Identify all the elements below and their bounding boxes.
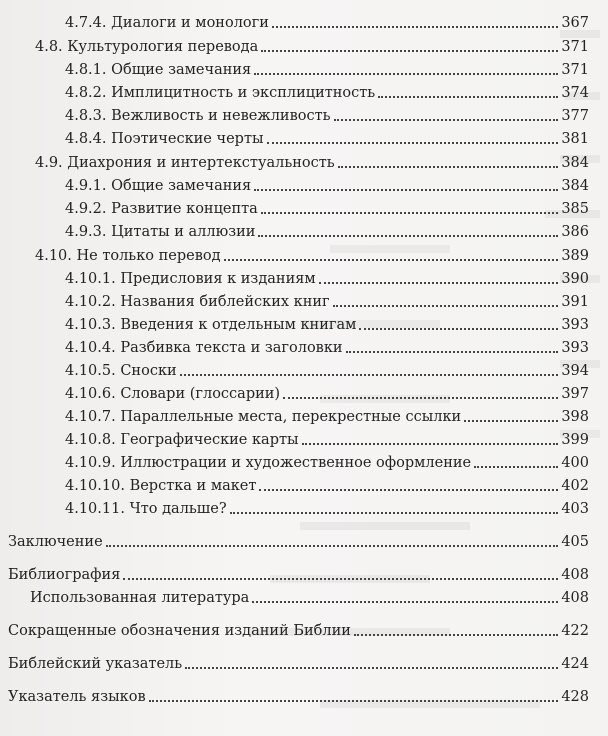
toc-entry[interactable] — [65, 427, 589, 449]
toc-entry-page: 428 — [561, 689, 589, 705]
toc-entry[interactable] — [65, 103, 589, 125]
toc-entry-title: 4.10.7. Параллельные места, перекрестные ссылки — [65, 409, 462, 425]
toc-entry[interactable] — [65, 473, 589, 495]
toc-entry-title: 4.10.1. Предисловия к изданиям — [65, 271, 316, 287]
toc-entry-title: 4.7.4. Диалоги и монологи — [65, 15, 269, 31]
toc-entry-page: 371 — [561, 39, 589, 55]
toc-entry[interactable] — [65, 358, 589, 380]
toc-entry-page: 408 — [561, 590, 589, 606]
toc-entry-title: 4.9. Диахрония и интертекстуальность — [35, 155, 335, 171]
toc-entry-title: Указатель языков — [8, 689, 146, 705]
dot-leader — [338, 165, 559, 168]
dot-leader — [230, 511, 559, 514]
toc-entry[interactable] — [35, 150, 589, 172]
toc-entry[interactable] — [65, 335, 589, 357]
toc-entry-page: 381 — [561, 131, 589, 147]
toc-entry-title: 4.10.2. Названия библейских книг — [65, 294, 330, 310]
toc-entry[interactable] — [65, 496, 589, 518]
toc-entry-page: 386 — [561, 224, 589, 240]
dot-leader — [283, 396, 558, 399]
toc-entry-page: 405 — [561, 534, 589, 550]
toc-entry-page: 377 — [561, 108, 589, 124]
toc-entry-title: 4.10.11. Что дальше? — [65, 501, 227, 517]
dot-leader — [252, 600, 558, 603]
toc-entry-title: 4.9.2. Развитие концепта — [65, 201, 258, 217]
toc-entry[interactable] — [65, 10, 589, 32]
dot-leader — [258, 234, 558, 237]
dot-leader — [224, 258, 559, 261]
toc-entry-title: Сокращенные обозначения изданий Библии — [8, 623, 351, 639]
toc-entry-page: 374 — [561, 85, 589, 101]
toc-entry-title: 4.8.2. Имплицитность и эксплицитность — [65, 85, 376, 101]
toc-entry-page: 390 — [561, 271, 589, 287]
toc-entry-title: 4.8.3. Вежливость и невежливость — [65, 108, 331, 124]
toc-entry-page: 391 — [561, 294, 589, 310]
toc-entry-page: 393 — [561, 340, 589, 356]
dot-leader — [259, 488, 558, 491]
toc-entry-page: 385 — [561, 201, 589, 217]
toc-entry-title: 4.10.9. Иллюстрации и художественное оформление — [65, 455, 472, 471]
toc-entry-page: 397 — [561, 386, 589, 402]
toc-entry[interactable] — [8, 562, 589, 584]
dot-leader — [123, 577, 558, 580]
toc-entry[interactable] — [65, 126, 589, 148]
toc-entry-page: 422 — [561, 623, 589, 639]
toc-entry-page: 398 — [561, 409, 589, 425]
toc-entry-page: 371 — [561, 62, 589, 78]
toc-entry-title: 4.8.4. Поэтические черты — [65, 131, 264, 147]
toc-entry-title: 4.10.6. Словари (глоссарии) — [65, 386, 281, 402]
toc-entry-page: 394 — [561, 363, 589, 379]
toc-entry-title: 4.10.5. Сноски — [65, 363, 177, 379]
dot-leader — [378, 95, 558, 98]
toc-entry-page: 384 — [561, 178, 589, 194]
toc-entry[interactable] — [65, 173, 589, 195]
toc-entry-page: 389 — [561, 248, 589, 264]
toc-entry[interactable] — [30, 585, 589, 607]
toc-entry[interactable] — [35, 34, 589, 56]
dot-leader — [464, 419, 558, 422]
dot-leader — [272, 25, 558, 28]
toc-entry-title: 4.8. Культурология перевода — [35, 39, 259, 55]
dot-leader — [319, 281, 559, 284]
toc-entry[interactable] — [35, 243, 589, 265]
dot-leader — [254, 72, 558, 75]
toc-entry-page: 408 — [561, 567, 589, 583]
toc-entry-page: 424 — [561, 656, 589, 672]
toc-entry-title: 4.9.1. Общие замечания — [65, 178, 252, 194]
toc-entry[interactable] — [8, 651, 589, 673]
toc-entry-title: 4.10.8. Географические карты — [65, 432, 299, 448]
dot-leader — [149, 699, 559, 702]
toc-entry-title: 4.10.10. Верстка и макет — [65, 478, 257, 494]
toc-entry-title: Библиография — [8, 567, 121, 583]
dot-leader — [359, 327, 558, 330]
toc-entry[interactable] — [65, 266, 589, 288]
toc-entry-page: 367 — [561, 15, 589, 31]
toc-entry[interactable] — [65, 381, 589, 403]
toc-entry[interactable] — [65, 450, 589, 472]
toc-entry-page: 402 — [561, 478, 589, 494]
dot-leader — [346, 350, 559, 353]
dot-leader — [106, 544, 559, 547]
dot-leader — [267, 141, 559, 144]
toc-entry-title: 4.10. Не только перевод — [35, 248, 221, 264]
toc-entry-title: 4.10.4. Разбивка текста и заголовки — [65, 340, 343, 356]
toc-entry[interactable] — [8, 684, 589, 706]
toc-entry-page: 393 — [561, 317, 589, 333]
toc-entry[interactable] — [65, 196, 589, 218]
dot-leader — [261, 49, 558, 52]
toc-entry[interactable] — [8, 529, 589, 551]
toc-entry-page: 400 — [561, 455, 589, 471]
dot-leader — [354, 633, 558, 636]
toc-entry-page: 403 — [561, 501, 589, 517]
toc-entry-title: Библейский указатель — [8, 656, 183, 672]
toc-entry[interactable] — [65, 80, 589, 102]
dot-leader — [185, 666, 558, 669]
toc-entry[interactable] — [65, 219, 589, 241]
toc-entry-page: 399 — [561, 432, 589, 448]
dot-leader — [254, 188, 558, 191]
toc-entry[interactable] — [65, 404, 589, 426]
toc-entry[interactable] — [8, 618, 589, 640]
dot-leader — [474, 465, 558, 468]
toc-entry-title: 4.10.3. Введения к отдельным книгам — [65, 317, 357, 333]
dot-leader — [302, 442, 559, 445]
toc-entry-title: 4.9.3. Цитаты и аллюзии — [65, 224, 256, 240]
dot-leader — [180, 373, 559, 376]
toc-entry-title: Заключение — [8, 534, 103, 550]
toc-entry-title: 4.8.1. Общие замечания — [65, 62, 252, 78]
dot-leader — [333, 304, 559, 307]
toc-entry[interactable] — [65, 57, 589, 79]
dot-leader — [334, 118, 559, 121]
toc-entry-title: Использованная литература — [30, 590, 250, 606]
toc-entry-page: 384 — [561, 155, 589, 171]
dot-leader — [261, 211, 558, 214]
toc-entry[interactable] — [65, 289, 589, 311]
toc-entry[interactable] — [65, 312, 589, 334]
